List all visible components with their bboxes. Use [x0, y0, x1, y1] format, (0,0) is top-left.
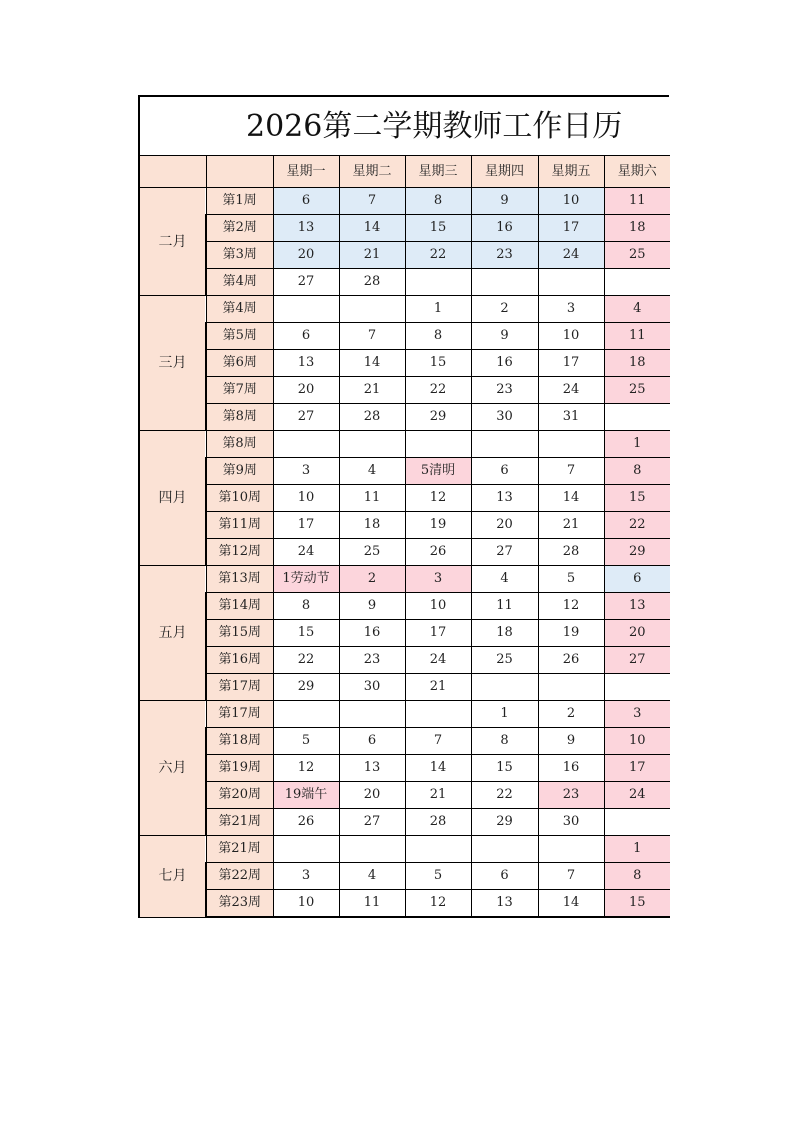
- header-cell-wed: 星期三: [405, 156, 471, 188]
- day-cell: 15: [604, 485, 670, 512]
- day-cell: 15: [604, 890, 670, 918]
- day-cell: 6: [471, 863, 538, 890]
- day-cell: 11: [339, 890, 405, 918]
- week-label: 第8周: [206, 404, 273, 431]
- day-cell: 20: [273, 242, 339, 269]
- week-label: 第1周: [206, 188, 273, 215]
- day-cell: 18: [339, 512, 405, 539]
- day-cell: 1: [405, 296, 471, 323]
- header-cell-mon: 星期一: [273, 156, 339, 188]
- day-cell: [604, 674, 670, 701]
- day-cell: 18: [604, 215, 670, 242]
- day-cell: 30: [538, 809, 604, 836]
- week-row: [139, 782, 670, 809]
- day-cell: 17: [604, 755, 670, 782]
- day-cell: 16: [538, 755, 604, 782]
- header-cell-week: [206, 156, 273, 188]
- day-cell: 13: [273, 350, 339, 377]
- day-cell: 1劳动节: [273, 566, 339, 593]
- day-cell: 9: [471, 323, 538, 350]
- day-cell: 17: [538, 215, 604, 242]
- day-cell: [273, 296, 339, 323]
- week-row: [139, 323, 670, 350]
- week-label: 第2周: [206, 215, 273, 242]
- week-label: 第17周: [206, 701, 273, 728]
- day-cell: 28: [339, 269, 405, 296]
- day-cell: 6: [273, 188, 339, 215]
- month-label: 四月: [139, 431, 206, 566]
- day-cell: 7: [538, 458, 604, 485]
- day-cell: 21: [339, 242, 405, 269]
- day-cell: [604, 404, 670, 431]
- week-row: [139, 863, 670, 890]
- day-cell: 12: [405, 485, 471, 512]
- day-cell: 28: [339, 404, 405, 431]
- day-cell: 7: [538, 863, 604, 890]
- day-cell: 25: [604, 242, 670, 269]
- day-cell: 11: [339, 485, 405, 512]
- week-row: [139, 566, 670, 593]
- day-cell: 13: [604, 593, 670, 620]
- day-cell: 22: [471, 782, 538, 809]
- day-cell: 27: [273, 404, 339, 431]
- day-cell: [471, 431, 538, 458]
- week-row: [139, 890, 670, 918]
- calendar-body: [139, 156, 670, 918]
- week-label: 第6周: [206, 350, 273, 377]
- day-cell: 3: [405, 566, 471, 593]
- day-cell: 27: [273, 269, 339, 296]
- day-cell: [471, 674, 538, 701]
- day-cell: 15: [273, 620, 339, 647]
- day-cell: [339, 296, 405, 323]
- week-row: [139, 809, 670, 836]
- day-cell: 9: [538, 728, 604, 755]
- header-cell-tue: 星期二: [339, 156, 405, 188]
- month-label: 六月: [139, 701, 206, 836]
- day-cell: 19端午: [273, 782, 339, 809]
- header-cell-month: [139, 156, 206, 188]
- month-label: 五月: [139, 566, 206, 701]
- day-cell: 9: [339, 593, 405, 620]
- day-cell: 15: [471, 755, 538, 782]
- day-cell: [339, 431, 405, 458]
- week-label: 第3周: [206, 242, 273, 269]
- week-label: 第5周: [206, 323, 273, 350]
- day-cell: 16: [471, 215, 538, 242]
- day-cell: 7: [339, 323, 405, 350]
- week-label: 第14周: [206, 593, 273, 620]
- day-cell: 13: [471, 890, 538, 918]
- day-cell: 8: [405, 323, 471, 350]
- day-cell: [405, 701, 471, 728]
- week-row: [139, 701, 670, 728]
- day-cell: 3: [538, 296, 604, 323]
- day-cell: 20: [471, 512, 538, 539]
- day-cell: 27: [604, 647, 670, 674]
- day-cell: 14: [538, 890, 604, 918]
- day-cell: 9: [471, 188, 538, 215]
- day-cell: 27: [471, 539, 538, 566]
- week-row: [139, 728, 670, 755]
- day-cell: 28: [538, 539, 604, 566]
- week-row: [139, 593, 670, 620]
- week-row: [139, 431, 670, 458]
- header-cell-thu: 星期四: [471, 156, 538, 188]
- day-cell: 27: [339, 809, 405, 836]
- day-cell: 11: [604, 323, 670, 350]
- day-cell: 10: [273, 890, 339, 918]
- day-cell: 2: [339, 566, 405, 593]
- day-cell: 28: [405, 809, 471, 836]
- day-cell: 6: [604, 566, 670, 593]
- day-cell: 29: [405, 404, 471, 431]
- day-cell: 10: [538, 323, 604, 350]
- day-cell: [604, 809, 670, 836]
- day-cell: 12: [405, 890, 471, 918]
- week-row: [139, 512, 670, 539]
- week-label: 第16周: [206, 647, 273, 674]
- day-cell: 22: [604, 512, 670, 539]
- day-cell: 23: [471, 377, 538, 404]
- day-cell: [273, 836, 339, 863]
- week-label: 第11周: [206, 512, 273, 539]
- day-cell: 20: [604, 620, 670, 647]
- week-row: [139, 755, 670, 782]
- week-label: 第17周: [206, 674, 273, 701]
- day-cell: [273, 431, 339, 458]
- day-cell: 8: [604, 458, 670, 485]
- day-cell: [471, 269, 538, 296]
- day-cell: 18: [604, 350, 670, 377]
- day-cell: 14: [339, 215, 405, 242]
- day-cell: 17: [538, 350, 604, 377]
- day-cell: 20: [273, 377, 339, 404]
- day-cell: 7: [339, 188, 405, 215]
- day-cell: 18: [471, 620, 538, 647]
- day-cell: 25: [339, 539, 405, 566]
- day-cell: 29: [604, 539, 670, 566]
- week-row: [139, 458, 670, 485]
- week-row: [139, 620, 670, 647]
- day-cell: 24: [405, 647, 471, 674]
- title-box: [138, 95, 669, 155]
- day-cell: [471, 836, 538, 863]
- week-row: [139, 485, 670, 512]
- week-label: 第7周: [206, 377, 273, 404]
- day-cell: 5: [405, 863, 471, 890]
- day-cell: 21: [339, 377, 405, 404]
- header-row: [139, 156, 670, 188]
- header-cell-fri: 星期五: [538, 156, 604, 188]
- day-cell: 13: [339, 755, 405, 782]
- day-cell: 26: [405, 539, 471, 566]
- day-cell: 2: [538, 701, 604, 728]
- day-cell: [538, 431, 604, 458]
- day-cell: 24: [273, 539, 339, 566]
- day-cell: 31: [538, 404, 604, 431]
- day-cell: 19: [538, 620, 604, 647]
- week-label: 第21周: [206, 836, 273, 863]
- day-cell: 24: [538, 242, 604, 269]
- week-label: 第4周: [206, 296, 273, 323]
- day-cell: [405, 836, 471, 863]
- day-cell: 8: [273, 593, 339, 620]
- day-cell: 19: [405, 512, 471, 539]
- day-cell: 3: [604, 701, 670, 728]
- day-cell: 5: [538, 566, 604, 593]
- day-cell: 6: [471, 458, 538, 485]
- day-cell: [538, 674, 604, 701]
- day-cell: 2: [471, 296, 538, 323]
- day-cell: 22: [405, 377, 471, 404]
- calendar-sheet: [138, 95, 669, 918]
- day-cell: [538, 836, 604, 863]
- week-row: [139, 350, 670, 377]
- day-cell: 12: [273, 755, 339, 782]
- day-cell: 16: [339, 620, 405, 647]
- day-cell: 6: [339, 728, 405, 755]
- week-label: 第21周: [206, 809, 273, 836]
- day-cell: 4: [339, 863, 405, 890]
- week-label: 第23周: [206, 890, 273, 918]
- week-label: 第9周: [206, 458, 273, 485]
- day-cell: 13: [273, 215, 339, 242]
- week-label: 第15周: [206, 620, 273, 647]
- day-cell: 5清明: [405, 458, 471, 485]
- week-row: [139, 377, 670, 404]
- day-cell: 4: [339, 458, 405, 485]
- day-cell: 17: [405, 620, 471, 647]
- day-cell: 23: [471, 242, 538, 269]
- day-cell: 14: [339, 350, 405, 377]
- day-cell: 5: [273, 728, 339, 755]
- month-label: 二月: [139, 188, 206, 296]
- week-row: [139, 674, 670, 701]
- day-cell: 22: [405, 242, 471, 269]
- day-cell: 21: [405, 782, 471, 809]
- day-cell: 23: [538, 782, 604, 809]
- week-label: 第22周: [206, 863, 273, 890]
- day-cell: 23: [339, 647, 405, 674]
- day-cell: 10: [604, 728, 670, 755]
- day-cell: 11: [604, 188, 670, 215]
- day-cell: 14: [538, 485, 604, 512]
- week-label: 第19周: [206, 755, 273, 782]
- week-row: [139, 836, 670, 863]
- week-row: [139, 647, 670, 674]
- week-row: [139, 188, 670, 215]
- day-cell: 30: [339, 674, 405, 701]
- day-cell: 13: [471, 485, 538, 512]
- day-cell: 29: [273, 674, 339, 701]
- day-cell: 16: [471, 350, 538, 377]
- calendar-table: [138, 155, 670, 918]
- day-cell: [339, 701, 405, 728]
- week-row: [139, 269, 670, 296]
- day-cell: 3: [273, 863, 339, 890]
- week-label: 第18周: [206, 728, 273, 755]
- day-cell: 14: [405, 755, 471, 782]
- day-cell: 15: [405, 215, 471, 242]
- day-cell: 10: [273, 485, 339, 512]
- day-cell: 20: [339, 782, 405, 809]
- day-cell: 30: [471, 404, 538, 431]
- week-label: 第8周: [206, 431, 273, 458]
- week-label: 第20周: [206, 782, 273, 809]
- day-cell: 15: [405, 350, 471, 377]
- day-cell: 1: [471, 701, 538, 728]
- day-cell: 8: [604, 863, 670, 890]
- page-title: 2026第二学期教师工作日历: [246, 109, 623, 144]
- day-cell: 21: [405, 674, 471, 701]
- day-cell: [339, 836, 405, 863]
- week-label: 第12周: [206, 539, 273, 566]
- day-cell: 4: [604, 296, 670, 323]
- week-label: 第10周: [206, 485, 273, 512]
- day-cell: 1: [604, 836, 670, 863]
- header-cell-sat: 星期六: [604, 156, 670, 188]
- day-cell: 4: [471, 566, 538, 593]
- day-cell: 8: [405, 188, 471, 215]
- day-cell: [538, 269, 604, 296]
- day-cell: 10: [405, 593, 471, 620]
- week-row: [139, 215, 670, 242]
- week-row: [139, 539, 670, 566]
- day-cell: 26: [273, 809, 339, 836]
- day-cell: 12: [538, 593, 604, 620]
- day-cell: [604, 269, 670, 296]
- day-cell: 25: [604, 377, 670, 404]
- day-cell: 24: [604, 782, 670, 809]
- day-cell: 3: [273, 458, 339, 485]
- day-cell: 26: [538, 647, 604, 674]
- day-cell: 25: [471, 647, 538, 674]
- day-cell: [273, 701, 339, 728]
- month-label: 七月: [139, 836, 206, 918]
- day-cell: 7: [405, 728, 471, 755]
- week-row: [139, 404, 670, 431]
- day-cell: 24: [538, 377, 604, 404]
- day-cell: 17: [273, 512, 339, 539]
- day-cell: 10: [538, 188, 604, 215]
- day-cell: 22: [273, 647, 339, 674]
- week-label: 第4周: [206, 269, 273, 296]
- day-cell: 29: [471, 809, 538, 836]
- week-row: [139, 296, 670, 323]
- day-cell: 21: [538, 512, 604, 539]
- day-cell: 1: [604, 431, 670, 458]
- week-label: 第13周: [206, 566, 273, 593]
- day-cell: 11: [471, 593, 538, 620]
- day-cell: 6: [273, 323, 339, 350]
- day-cell: [405, 269, 471, 296]
- day-cell: [405, 431, 471, 458]
- day-cell: 8: [471, 728, 538, 755]
- month-label: 三月: [139, 296, 206, 431]
- week-row: [139, 242, 670, 269]
